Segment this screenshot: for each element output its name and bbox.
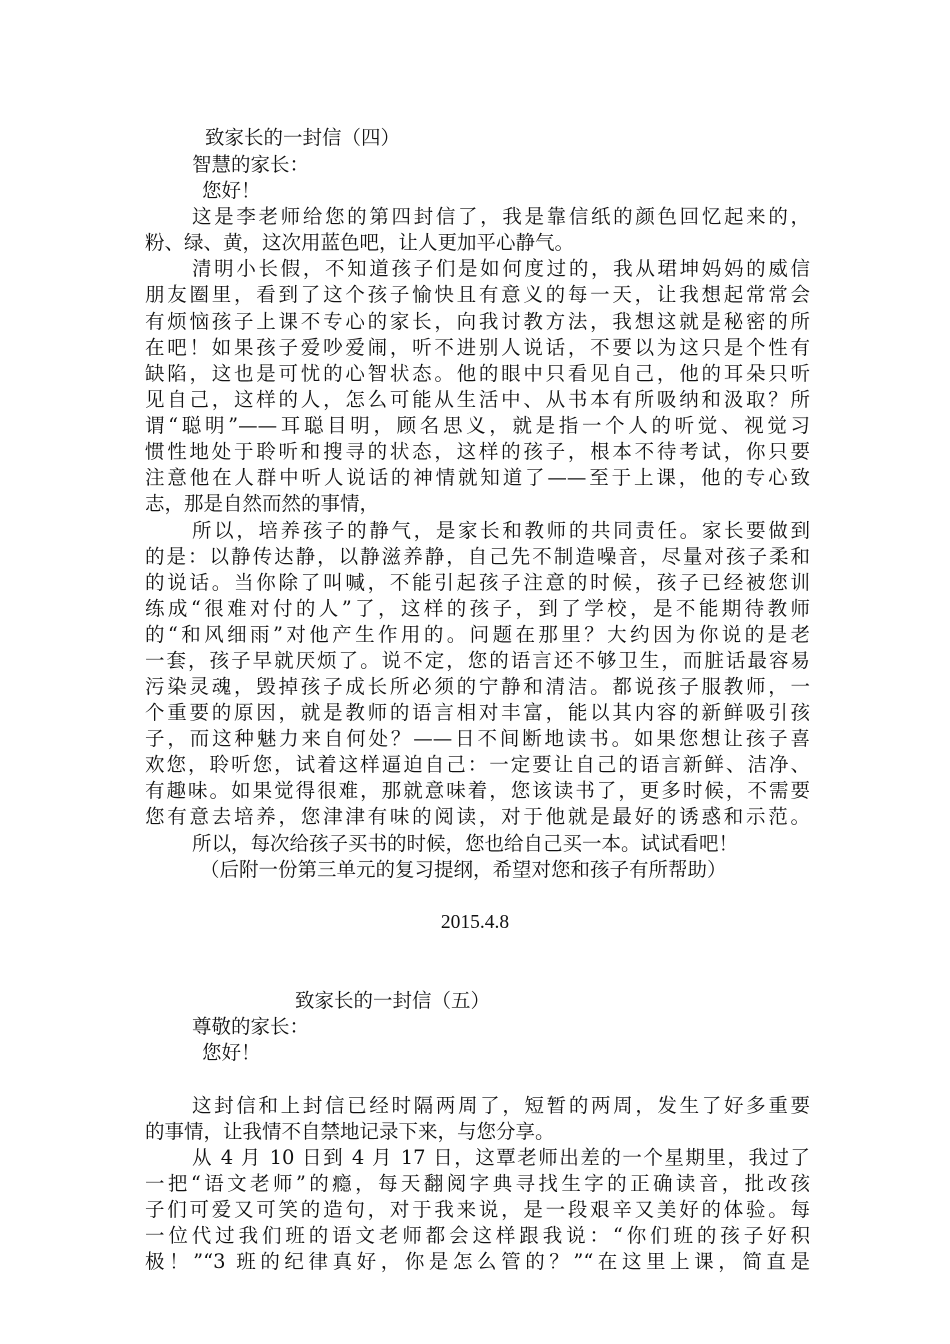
paragraph-line: 您有意去培养，您津津有味的阅读，对于他就是最好的诱惑和示范。 [145,805,810,828]
letter4-date: 2015.4.8 [440,912,510,933]
letter4-appendix-note: （后附一份第三单元的复习提纲，希望对您和孩子有所帮助） [200,858,727,881]
paragraph-line: 的事情，让我情不自禁地记录下来，与您分享。 [145,1120,555,1143]
paragraph-line: 练成“很难对付的人”了，这样的孩子，到了学校，是不能期待教师 [145,597,810,620]
letter5-title: 致家长的一封信（五） [295,989,491,1012]
letter5-salutation: 尊敬的家长： [192,1015,310,1038]
paragraph-line: 粉、绿、黄，这次用蓝色吧，让人更加平心静气。 [145,231,575,254]
letter4-paragraph-4: 所以，每次给孩子买书的时候，您也给自己买一本。试试看吧！ [192,832,739,855]
paragraph-line: 一把“语文老师”的瘾，每天翻阅字典寻找生字的正确读音，批改孩 [145,1172,810,1195]
paragraph-line: 注意他在人群中听人说话的神情就知道了——至于上课，他的专心致 [145,466,810,489]
paragraph-line: 子，而这种魅力来自何处？——日不间断地读书。如果您想让孩子喜 [145,727,810,750]
paragraph-line: 惯性地处于聆听和搜寻的状态，这样的孩子，根本不待考试，你只要 [145,440,810,463]
paragraph-line: 志，那是自然而然的事情， [145,492,380,515]
paragraph-line: 一位代过我们班的语文老师都会这样跟我说：“你们班的孩子好积 [145,1224,810,1247]
paragraph-line: 见自己，这样的人，怎么可能从生活中、从书本有所吸纳和汲取？所 [145,388,810,411]
paragraph-line: 所以，培养孩子的静气，是家长和教师的共同责任。家长要做到 [192,519,810,542]
letter5-greeting: 您好！ [202,1041,261,1064]
paragraph-line: 在吧！如果孩子爱吵爱闹，听不进别人说话，不要以为这只是个性有 [145,336,810,359]
paragraph-line: 的说话。当你除了叫喊，不能引起孩子注意的时候，孩子已经被您训 [145,571,810,594]
paragraph-line: 一套，孩子早就厌烦了。说不定，您的语言还不够卫生，而脏话最容易 [145,649,810,672]
paragraph-line: 缺陷，这也是可忧的心智状态。他的眼中只看见自己，他的耳朵只听 [145,362,810,385]
letter4-greeting: 您好！ [202,179,261,202]
paragraph-line: 极！”“3 班的纪律真好，你是怎么管的？”“在这里上课，简直是 [145,1250,810,1273]
paragraph-line: 的“和风细雨”对他产生作用的。问题在那里？大约因为你说的是老 [145,623,810,646]
paragraph-line: 有趣味。如果觉得很难，那就意味着，您该读书了，更多时候，不需要 [145,779,810,802]
paragraph-line: 欢您，聆听您，试着这样逼迫自己：一定要让自己的语言新鲜、洁净、 [145,753,810,776]
paragraph-line: 朋友圈里，看到了这个孩子愉快且有意义的每一天，让我想起常常会 [145,283,810,306]
paragraph-line: 谓“聪明”——耳聪目明，顾名思义，就是指一个人的听觉、视觉习 [145,414,810,437]
paragraph-line: 个重要的原因，就是教师的语言相对丰富，能以其内容的新鲜吸引孩 [145,701,810,724]
paragraph-line: 清明小长假，不知道孩子们是如何度过的，我从珺坤妈妈的威信 [192,257,810,280]
paragraph-line: 的是：以静传达静，以静滋养静，自己先不制造噪音，尽量对孩子柔和 [145,545,810,568]
paragraph-line: 子们可爱又可笑的造句，对于我来说，是一段艰辛又美好的体验。每 [145,1198,810,1221]
paragraph-line: 这封信和上封信已经时隔两周了，短暂的两周，发生了好多重要 [192,1094,810,1117]
letter4-salutation: 智慧的家长： [192,153,310,176]
paragraph-line: 这是李老师给您的第四封信了，我是靠信纸的颜色回忆起来的， [192,205,810,228]
paragraph-line: 污染灵魂，毁掉孩子成长所必须的宁静和清洁。都说孩子服教师，一 [145,675,810,698]
paragraph-line: 有烦恼孩子上课不专心的家长，向我讨教方法，我想这就是秘密的所 [145,310,810,333]
paragraph-line: 从 4 月 10 日到 4 月 17 日，这覃老师出差的一个星期里，我过了 [192,1146,810,1169]
letter4-title: 致家长的一封信（四） [205,126,401,149]
